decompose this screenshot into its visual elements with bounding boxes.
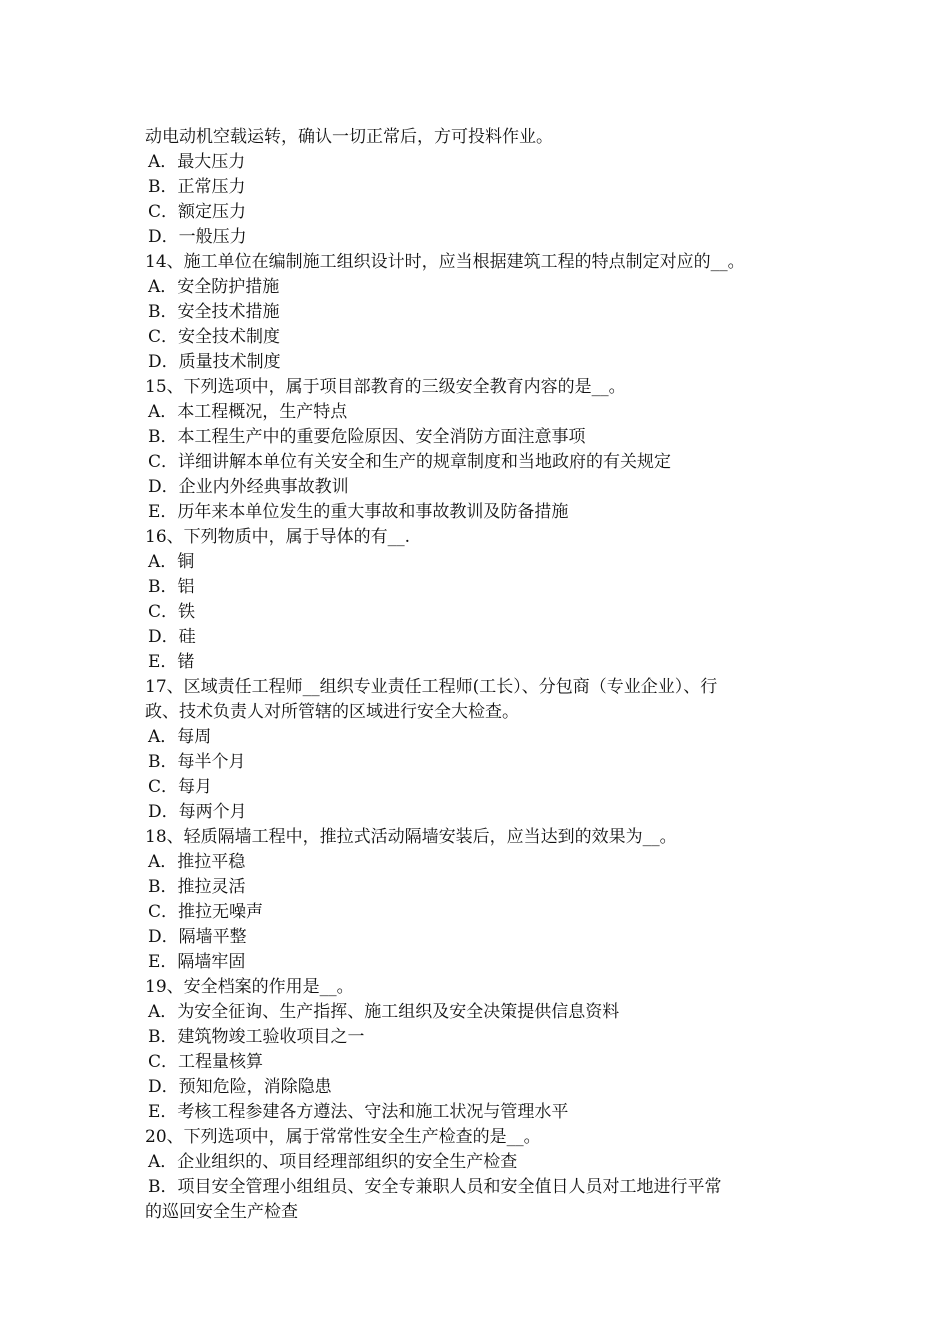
answer-option: C．推拉无噪声 — [148, 902, 264, 922]
question-text: 16、下列物质中，属于导体的有__. — [145, 527, 411, 547]
question-text: 14、施工单位在编制施工组织设计时，应当根据建筑工程的特点制定对应的__。 — [145, 252, 745, 272]
answer-option: A．每周 — [148, 727, 212, 747]
answer-option: E．考核工程参建各方遵法、守法和施工状况与管理水平 — [148, 1102, 569, 1122]
answer-option: A．推拉平稳 — [148, 852, 246, 872]
answer-option: B．项目安全管理小组组员、安全专兼职人员和安全值日人员对工地进行平常 — [148, 1177, 722, 1197]
question-text: 19、安全档案的作用是__。 — [145, 977, 354, 997]
question-text: 17、区域责任工程师__组织专业责任工程师(工长）、分包商（专业企业）、行 — [145, 677, 718, 697]
answer-option: B．推拉灵活 — [148, 877, 246, 897]
answer-option: C．工程量核算 — [148, 1052, 264, 1072]
answer-option: E．隔墙牢固 — [148, 952, 246, 972]
answer-option: D．隔墙平整 — [148, 927, 247, 947]
answer-option: A．本工程概况，生产特点 — [148, 402, 348, 422]
answer-option: B．本工程生产中的重要危险原因、安全消防方面注意事项 — [148, 427, 586, 447]
question-text: 18、轻质隔墙工程中，推拉式活动隔墙安装后，应当达到的效果为__。 — [145, 827, 677, 847]
question-text: 政、技术负责人对所管辖的区域进行安全大检查。 — [145, 702, 519, 722]
document-body — [145, 125, 815, 1225]
answer-option: D．企业内外经典事故教训 — [148, 477, 349, 497]
answer-option: A．企业组织的、项目经理部组织的安全生产检查 — [148, 1152, 518, 1172]
answer-option: E．锗 — [148, 652, 195, 672]
answer-option: B．每半个月 — [148, 752, 246, 772]
answer-option: B．建筑物竣工验收项目之一 — [148, 1027, 365, 1047]
question-text: 20、下列选项中，属于常常性安全生产检查的是__。 — [145, 1127, 541, 1147]
answer-option: A．安全防护措施 — [148, 277, 280, 297]
question-text: 15、下列选项中，属于项目部教育的三级安全教育内容的是__。 — [145, 377, 626, 397]
answer-option: D．每两个月 — [148, 802, 247, 822]
answer-option: C．额定压力 — [148, 202, 247, 222]
question-text: 动电动机空载运转，确认一切正常后，方可投料作业。 — [145, 127, 553, 147]
answer-option: C．安全技术制度 — [148, 327, 281, 347]
answer-option: E．历年来本单位发生的重大事故和事故教训及防备措施 — [148, 502, 569, 522]
answer-option: D．预知危险，消除隐患 — [148, 1077, 332, 1097]
answer-option: C．详细讲解本单位有关安全和生产的规章制度和当地政府的有关规定 — [148, 452, 672, 472]
answer-option: A．铜 — [148, 552, 195, 572]
answer-option: A．为安全征询、生产指挥、施工组织及安全决策提供信息资料 — [148, 1002, 620, 1022]
answer-option: B．铝 — [148, 577, 195, 597]
answer-option: B．正常压力 — [148, 177, 246, 197]
answer-option: B．安全技术措施 — [148, 302, 280, 322]
answer-option: C．每月 — [148, 777, 213, 797]
answer-option: A．最大压力 — [148, 152, 246, 172]
answer-option: D．一般压力 — [148, 227, 247, 247]
answer-option: C．铁 — [148, 602, 196, 622]
question-text: 的巡回安全生产检查 — [145, 1202, 298, 1222]
answer-option: D．硅 — [148, 627, 196, 647]
answer-option: D．质量技术制度 — [148, 352, 281, 372]
